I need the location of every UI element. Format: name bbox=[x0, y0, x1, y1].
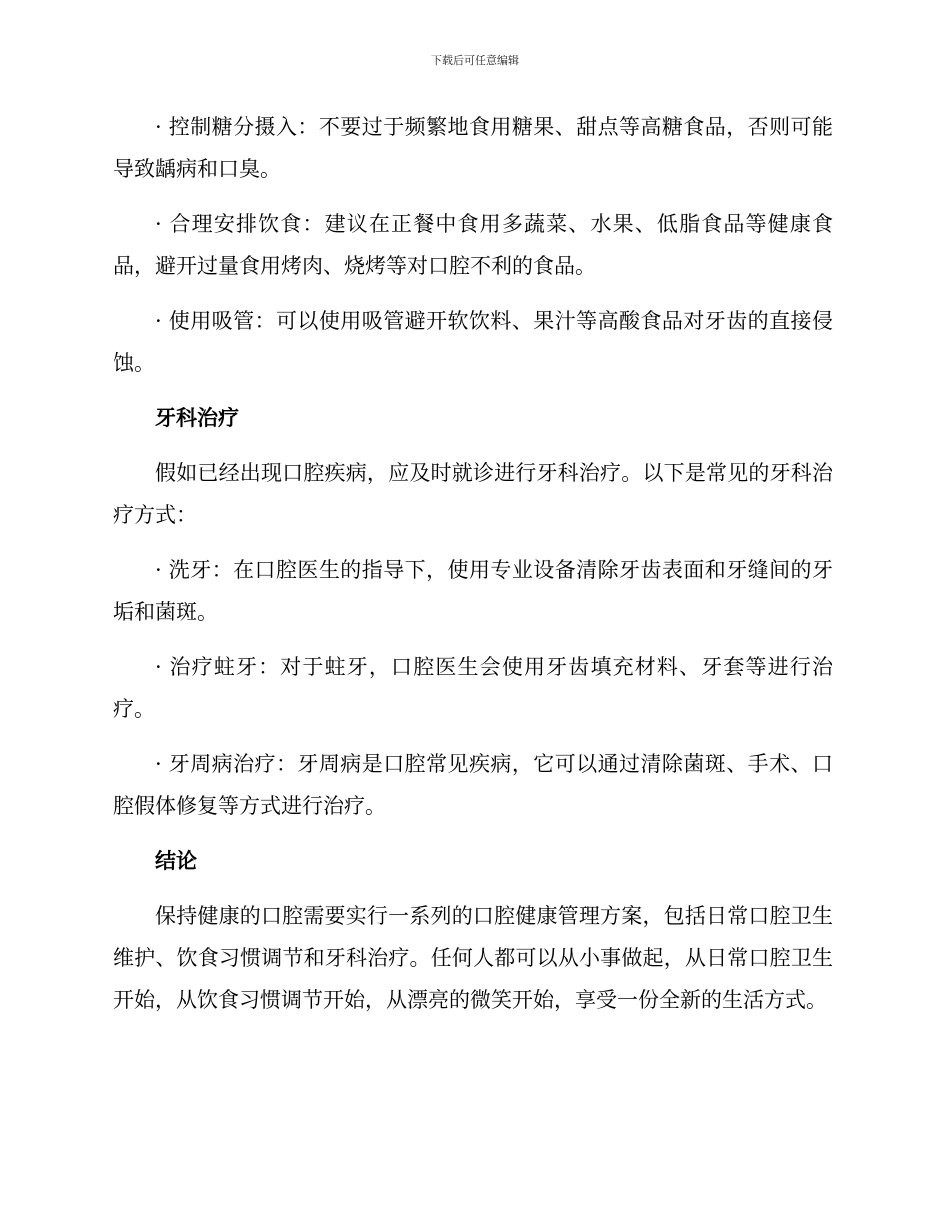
bullet-use-straw: · 使用吸管：可以使用吸管避开软饮料、果汁等高酸食品对牙齿的直接侵蚀。 bbox=[113, 309, 833, 375]
bullet-teeth-cleaning: · 洗牙：在口腔医生的指导下，使用专业设备清除牙齿表面和牙缝间的牙垢和菌斑。 bbox=[113, 558, 833, 624]
bullet-cavity-treatment: · 治疗蛀牙：对于蛀牙，口腔医生会使用牙齿填充材料、牙套等进行治疗。 bbox=[113, 655, 833, 721]
section-heading-conclusion: 结论 bbox=[155, 849, 197, 873]
bullet-control-sugar: · 控制糖分摄入：不要过于频繁地食用糖果、甜点等高糖食品，否则可能导致龋病和口臭。 bbox=[113, 115, 833, 181]
page-header: 下载后可任意编辑 bbox=[431, 54, 519, 67]
document-body bbox=[113, 106, 833, 1034]
section-heading-dental-treatment: 牙科治疗 bbox=[155, 406, 239, 430]
paragraph-conclusion: 保持健康的口腔需要实行一系列的口腔健康管理方案，包括日常口腔卫生维护、饮食习惯调节和牙科治疗。任何人都可以从小事做起，从日常口腔卫生开始，从饮食习惯调节开始，从漂亮的微笑开始，享受一份全新的生活方式。 bbox=[113, 904, 833, 1012]
bullet-periodontal-treatment: · 牙周病治疗：牙周病是口腔常见疾病，它可以通过清除菌斑、手术、口腔假体修复等方式进行治疗。 bbox=[113, 752, 833, 818]
bullet-diet-arrangement: · 合理安排饮食：建议在正餐中食用多蔬菜、水果、低脂食品等健康食品，避开过量食用烤肉、烧烤等对口腔不利的食品。 bbox=[113, 212, 833, 278]
paragraph-dental-intro: 假如已经出现口腔疾病，应及时就诊进行牙科治疗。以下是常见的牙科治疗方式： bbox=[113, 461, 833, 527]
